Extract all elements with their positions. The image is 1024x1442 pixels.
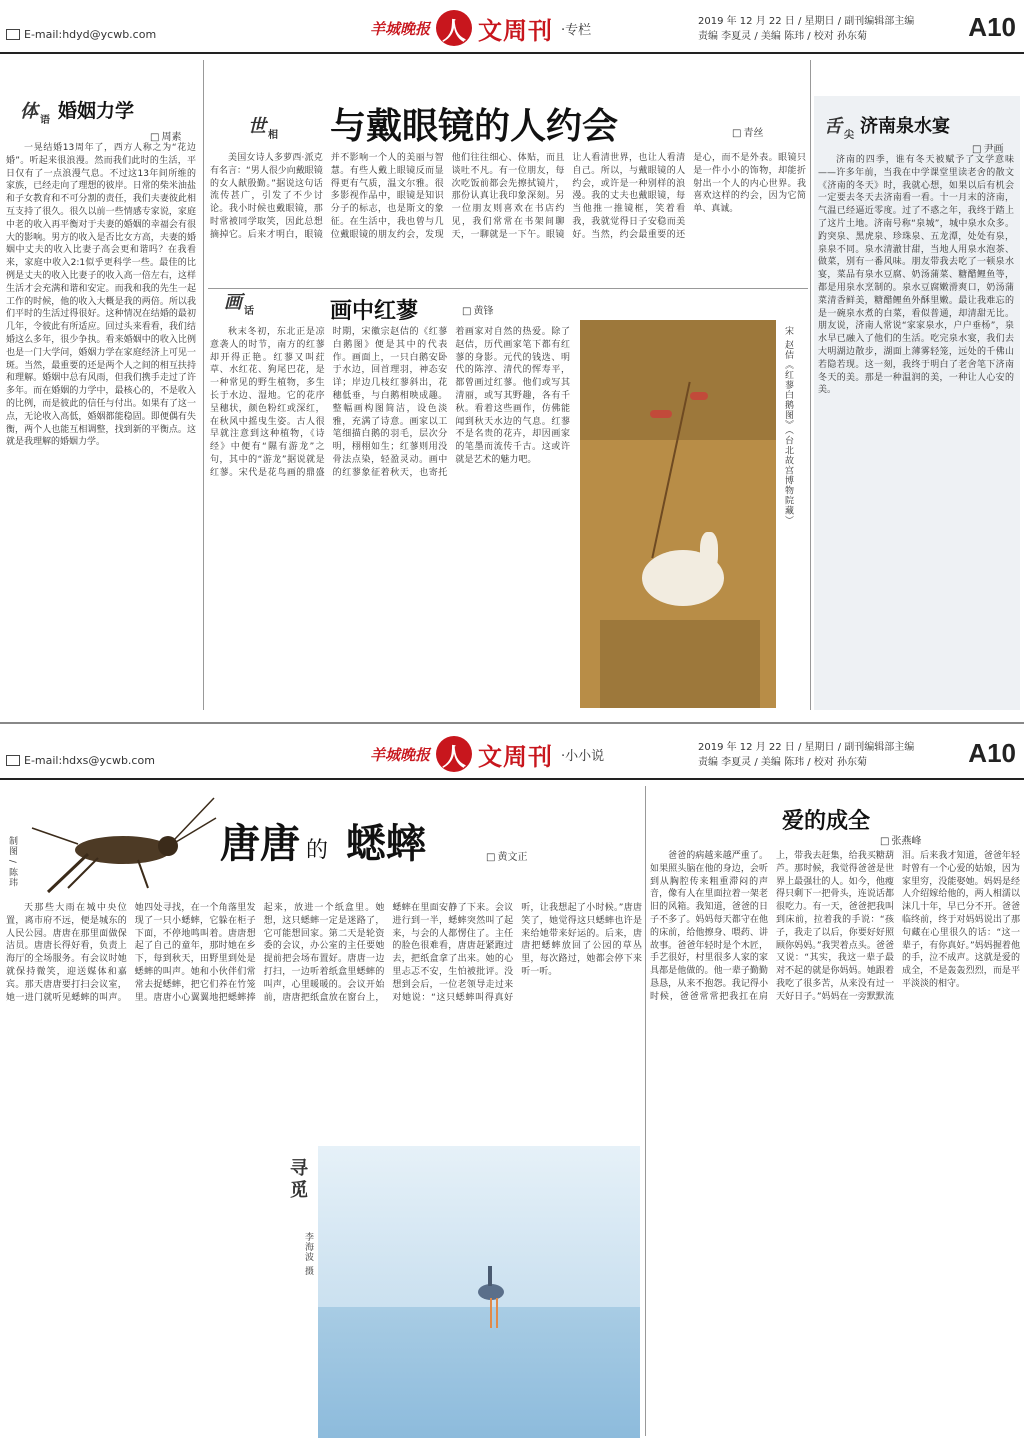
painting-caption: 宋 赵佶《红蓼白鹅图》（台北故宫博物院藏） — [783, 326, 793, 526]
painting-badge-block — [224, 288, 254, 317]
bottom-page — [0, 726, 1024, 1442]
glasses-badge: 世 相 — [248, 116, 278, 141]
brand-circle: 人 — [436, 736, 472, 772]
mail-icon — [6, 29, 20, 40]
page-number: A10 — [968, 12, 1016, 42]
love-author: □ 张燕峰 — [880, 832, 921, 847]
marriage-text: 一晃结婚13周年了，西方人称之为“花边婚”。听起来很浪漫。然而我们此时的生活，平日仅有了一点浪漫气息。不过这13年间所维的家族，已经走向了理想的彼岸。日常的柴米油盐和子女教育和不可分割的责任，我们夫妻彼此相互支持了很久。很久以前一些情感专家说，家庭中老的收入再平衡对于夫妻的婚姻的幸福会有很大的影响。男方的收入是否比女方高，夫妻的婚姻中丈夫的收入比妻子高会更和谐吗？在我看来，家庭中收入2:1似乎更科学一些。最佳的比例是丈夫的收入比妻子的收入高一倍左右，这样生活才会充满和谐和安定。而我和我的先生一起工作的时候，他的收入大概是我的两倍。所以我们平时的生活过得很好。这种情况在结婚的最初几年，令彼此有所适应。回过头来看看，我们结婚这么多年，很少争执。看来婚姻中的收入比例也是一门大学问，婚姻力学在家庭经济上可见一斑。当然，最重要的还是两个人之间的相互扶持和理解。婚姻中总有风雨，但我们携手走过了许多年。而在婚姻的力学中，最核心的，不是收入的比例，而是彼此的信任与付出。如果有了这一点，无论收入高低，婚姻都能稳固。即便偶有失衡，两个人也能互相调整，找到新的平衡点。这就是我理解的婚姻力学。 — [6, 143, 196, 448]
top-email — [6, 28, 156, 41]
header-rule — [0, 52, 1024, 54]
jinan-badge: 舌 尖 — [824, 116, 854, 141]
rule-1 — [203, 60, 204, 710]
cricket-caption: 制图 / 陈玮 — [7, 836, 17, 888]
header-rule — [0, 778, 1024, 780]
jinan-text: 济南的四季，谁有冬天被赋予了文学意味——许多年前，当我在中学课堂里读老舍的散文《济南的冬天》时，我就心想，如果以后有机会一定要去冬天去济南看一看。十一月末的济南，气温已经逼近零度。过了不惑之年，我终于踏上了这片土地。济南号称“泉城”，城中泉水众多。趵突泉、黑虎泉、珍珠泉、五龙潭，处处有泉，泉泉不同。泉水清澈甘甜，当地人用泉水泡茶、做菜，别有一番风味。朋友带我去吃了一顿泉水宴，菜品有泉水豆腐、奶汤蒲菜、糖醋鲤鱼等，都是用泉水烹制的。泉水豆腐嫩滑爽口，奶汤蒲菜清香鲜美，糖醋鲤鱼外酥里嫩。最让我难忘的是一碗泉水煮的白菜，看似普通，却清甜无比。朋友说，济南人常说“家家泉水，户户垂杨”，泉水早已融入了他们的生活。吃完泉水宴，我们去大明湖边散步，湖面上薄雾轻笼，远处的千佛山若隐若现。这一刻，我终于明白了老舍笔下济南冬天的美。那是一种温润的美，一种让人心安的美。 — [818, 155, 1014, 396]
glasses-badge-block — [248, 112, 278, 141]
glasses-title: 与戴眼镜的人约会 — [330, 106, 619, 147]
story-title — [220, 812, 426, 869]
mail-icon — [6, 755, 20, 766]
story-author: □ 黄文正 — [486, 848, 527, 863]
photo-title: 寻觅 — [287, 1158, 308, 1202]
story-title-a: 唐唐 — [220, 821, 300, 867]
section-name: ·小小说 — [561, 748, 605, 764]
meta-line-1: 2019 年 12 月 22 日 / 星期日 / 副刊编辑部主编 — [698, 742, 915, 753]
bottom-meta — [698, 740, 914, 770]
story-title-of: 的 — [306, 838, 329, 863]
painting-author: □ 黄锋 — [462, 302, 493, 317]
page-number: A10 — [968, 738, 1016, 768]
top-page — [0, 0, 1024, 718]
marriage-title-block — [20, 96, 135, 126]
painting-text: 秋末冬初，东北正是凉意袭人的时节，南方的红蓼却开得正艳。红蓼又叫荭草、水红花、狗尾巴花，是一种常见的野生植物，多生长于水边、湿地。它的花序呈穗状，颜色粉红或深红，在秋风中摇曳生姿。古人很早就注意到这种植物，《诗经》中便有“隰有游龙”之句，其中的“游龙”据说就是红蓼。宋代是花鸟画的鼎盛时期，宋徽宗赵佶的《红蓼白鹅图》便是其中的代表作。画面上，一只白鹅安卧于水边，回首理羽，神态安详；岸边几枝红蓼斜出，花穗低垂，与白鹅相映成趣。整幅画构图简洁，设色淡雅，充满了诗意。画家以工笔细描白鹅的羽毛，层次分明，栩栩如生；红蓼则用没骨法点染，轻盈灵动。画中的红蓼象征着秋天，也寄托着画家对自然的热爱。除了赵佶，历代画家笔下都有红蓼的身影。元代的钱选、明代的陈淳、清代的恽寿平，都曾画过红蓼。他们或写其清丽，或写其野趣，各有千秋。看着这些画作，仿佛能闻到秋天水边的气息。红蓼不是名贵的花卉，却因画家的笔墨而流传千古。这或许就是艺术的魅力吧。 — [210, 327, 570, 478]
section-name: ·专栏 — [561, 22, 592, 38]
bottom-masthead — [370, 736, 604, 772]
rule-3 — [645, 786, 646, 1436]
page-divider — [0, 722, 1024, 724]
marriage-author: □ 周素 — [150, 128, 181, 143]
bottom-email — [6, 754, 155, 767]
cricket-illustration — [28, 788, 218, 898]
bottom-email-text: E-mail:hdxs@ycwb.com — [24, 754, 155, 767]
top-meta — [698, 14, 914, 44]
brand-name: 文周刊 — [478, 15, 554, 45]
glasses-rule — [208, 288, 808, 289]
love-title: 爱的成全 — [782, 809, 871, 834]
bottom-header — [0, 726, 1024, 782]
jinan-author: □ 尹画 — [972, 140, 1003, 155]
meta-line-2: 责编 李夏灵 / 美编 陈玮 / 校对 孙东菊 — [698, 757, 867, 768]
photo-credit: 李海波 摄 — [303, 1232, 313, 1276]
meta-line-2: 责编 李夏灵 / 美编 陈玮 / 校对 孙东菊 — [698, 31, 867, 42]
story-text: 天那些大雨在城中央位置，离市府不远，便是城东的人民公园。唐唐在那里面做保洁员。唐唐长得好看，负责上海厅的全场服务。有会议时她就保持微笑，迎送媒体和嘉宾。那天唐唐要打扫会议室，她一进门就听见蟋蟀的叫声。她四处寻找，在一个角落里发现了一只小蟋蟀，它躲在柜子下面，不停地鸣叫着。唐唐想起了自己的童年，那时她在乡下，每到秋天，田野里到处是蟋蟀的叫声。她和小伙伴们常常去捉蟋蟀，把它们养在竹笼里。唐唐小心翼翼地把蟋蟀捧起来，放进一个纸盒里。她想，这只蟋蟀一定是迷路了，它可能想回家。第二天是轮资委的会议，办公室的主任要她提前把会场布置好。唐唐一边打扫，一边听着纸盒里蟋蟀的叫声，心里暖暖的。会议开始前，唐唐把纸盒放在窗台上，蟋蟀在里面安静了下来。会议进行到一半，蟋蟀突然叫了起来，与会的人都愣住了。主任的脸色很难看，唐唐赶紧跑过去，把纸盒拿了出来。她的心里忐忑不安，生怕被批评。没想到会后，一位老领导走过来对她说：“这只蟋蟀叫得真好听，让我想起了小时候。”唐唐笑了，她觉得这只蟋蟀也许是来给她带来好运的。后来，唐唐把蟋蟀放回了公园的草丛里，每次路过，她都会停下来听一听。 — [6, 903, 642, 1003]
story-title-b: 蟋蟀 — [346, 821, 427, 867]
brand-circle: 人 — [436, 10, 472, 46]
painting-badge: 画 话 — [224, 292, 254, 317]
love-text: 爸爸的病越来越严重了。如果照头脑在他的身边，会听到从胸腔传来粗重滞闷的声音，像有人在里面拉着一架老旧的风箱。我知道，爸爸的日子不多了。妈妈每天都守在他的床前，给他擦身、喂药、讲故事。爸爸年轻时是个木匠，手艺很好，村里很多人家的家具都是他做的。他一辈子勤勤恳恳，从来不抱怨。我记得小时候，爸爸常常把我扛在肩上，带我去赶集，给我买糖葫芦。那时候，我觉得爸爸是世界上最强壮的人。如今，他瘦得只剩下一把骨头，连说话都很吃力。有一天，爸爸把我叫到床前，拉着我的手说：“孩子，我走了以后，你要好好照顾你妈妈。”我哭着点头。爸爸又说：“其实，我这一辈子最对不起的就是你妈妈。她跟着我吃了很多苦，从来没有过一天好日子。”妈妈在一旁默默流泪。后来我才知道，爸爸年轻时曾有一个心爱的姑娘，因为家里穷，没能娶她。妈妈是经人介绍嫁给他的，两人相濡以沫几十年，早已分不开。爸爸临终前，终于对妈妈说出了那句藏在心里很久的话：“这一辈子，有你真好。”妈妈握着他的手，泣不成声。这就是爱的成全，不是轰轰烈烈，而是平平淡淡的相守。 — [650, 851, 1020, 1002]
glasses-author: □ 青丝 — [732, 124, 763, 139]
paper-logo: 羊城晚报 — [370, 19, 431, 38]
jinan-title: 济南泉水宴 — [860, 116, 950, 137]
meta-line-1: 2019 年 12 月 22 日 / 星期日 / 副刊编辑部主编 — [698, 16, 915, 27]
jinan-title-block — [824, 112, 950, 141]
marriage-title: 婚姻力学 — [58, 100, 135, 122]
paper-logo: 羊城晚报 — [370, 745, 431, 764]
top-header — [0, 0, 1024, 56]
top-masthead — [370, 10, 591, 46]
photo-image — [318, 1146, 640, 1438]
marriage-badge: 体 语 — [20, 100, 50, 126]
painting-title: 画中红蓼 — [330, 299, 419, 324]
brand-name: 文周刊 — [478, 741, 554, 771]
top-email-text: E-mail:hdyd@ycwb.com — [24, 28, 157, 41]
glasses-text: 美国女诗人多萝西·派克有名言：“男人很少向戴眼镜的女人献殷勤。”据说这句话流传甚广，引发了不少讨论。我小时候也戴眼镜，那时常被同学取笑，因此总想摘掉它。后来才明白，眼镜并不影响一个人的美丽与智慧。有些人戴上眼镜反而显得更有气质，温文尔雅。很多影视作品中，眼镜是知识分子的标志，也是斯文的象征。在生活中，我也曾与几位戴眼镜的朋友约会，发现他们往往细心、体贴，而且谈吐不凡。有一位朋友，每次吃饭前都会先擦拭镜片，那份认真让我印象深刻。另一位朋友则喜欢在书店约见，我们常常在书架间聊天，一聊就是一下午。眼镜让人看清世界，也让人看清自己。所以，与戴眼镜的人约会，或许是一种别样的浪漫。我的丈夫也戴眼镜，每当他推一推镜框，笑着看我，我就觉得日子安稳而美好。当然，约会最重要的还是心，而不是外表。眼镜只是一件小小的饰物，却能折射出一个人的内心世界。我喜欢这样的约会，因为它简单、真诚。 — [210, 153, 806, 240]
rule-2 — [810, 60, 811, 710]
painting-image — [580, 320, 776, 708]
